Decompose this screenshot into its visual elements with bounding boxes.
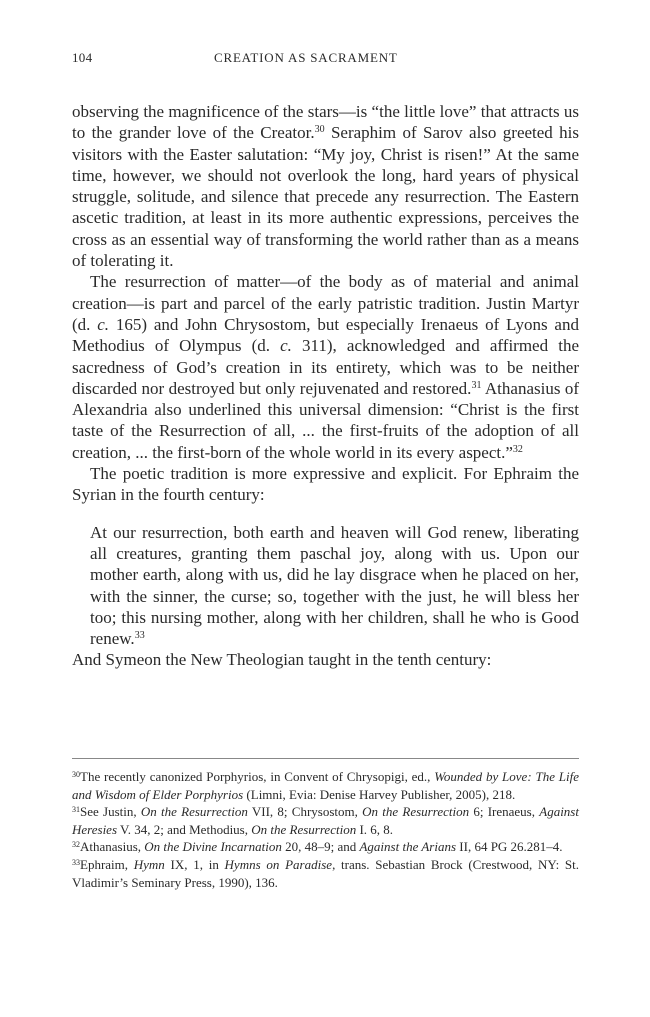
- footnote-text: The recently canonized Porphyrios, in Convent of Chrysopigi, ed.,: [80, 769, 435, 784]
- footnote-title: Against Heresies: [72, 804, 579, 837]
- footnote-ref-33[interactable]: 33: [134, 630, 145, 642]
- footnote-text: (Limni, Evia: Denise Harvey Publisher, 2005), 218.: [243, 786, 516, 802]
- paragraph-2-text-c: 311), acknowledged and affirmed the sacredness of God’s creation in its entirety, which was to be neither discarded nor destroyed but only rejuvenated and restored.: [72, 336, 579, 398]
- paragraph-1-text-b: Seraphim of Sarov also greeted his visitors with the Easter salutation: “My joy, Christ is risen!” At the same time, however, we should not overlook the long, hard years of physical struggle, solitude, and silence that precede any resurrection. The Eastern ascetic tradition, at least in its more authentic expressions, perceives the cross as an essential way of transforming the world rather than as a means of tolerating it.: [72, 123, 580, 271]
- running-title: CREATION AS SACRAMENT: [214, 50, 398, 65]
- footnote-text: 6; Irenaeus,: [469, 804, 540, 820]
- footnote-title: On the Resurrection: [251, 821, 357, 837]
- footnote-31: [72, 803, 579, 838]
- footnote-number: 30: [72, 770, 80, 779]
- footnote-number: 31: [72, 805, 80, 815]
- footnote-text: VII, 8; Chrysostom,: [247, 804, 363, 820]
- footnote-ref-32[interactable]: 32: [512, 443, 523, 455]
- footnote-33: [72, 856, 579, 891]
- footnote-text: See Justin,: [80, 804, 141, 820]
- footnote-text: IX, 1, in: [164, 856, 225, 872]
- footnote-title: On the Resurrection: [362, 804, 470, 820]
- circa-abbrev: c.: [280, 336, 292, 356]
- footnote-text: Athanasius,: [80, 839, 145, 855]
- paragraph-2-text-b: 165) and John Chrysostom, but especially Irenaeus of Lyons and Methodius of Olympus (d.: [72, 314, 579, 356]
- page-number: 104: [72, 50, 93, 65]
- footnote-number: 32: [72, 840, 80, 850]
- paragraph-4: And Symeon the New Theologian taught in the tenth century:: [72, 650, 492, 670]
- block-quote: [90, 522, 579, 650]
- footnote-text: V. 34, 2; and Methodius,: [117, 821, 252, 837]
- paragraph-2-text-d: Athanasius of Alexandria also underlined this universal dimension: “Christ is the first taste of the Resurrection of all, ... the first-fruits of the adoption of all creation, ... the first-born of the whole world in its every aspect.”: [72, 378, 579, 462]
- circa-abbrev: c.: [97, 314, 110, 334]
- paragraph-3: The poetic tradition is more expressive and explicit. For Ephraim the Syrian in the fourth century:: [72, 464, 579, 505]
- footnote-text: , trans. Sebastian Brock (Crestwood, NY: St. Vladimir’s Seminary Press, 1990), 136.: [72, 856, 579, 890]
- footnote-30: [72, 768, 579, 803]
- block-quote-body: At our resurrection, both earth and heaven will God renew, liberating all creatures, granting them paschal joy, along with us. Upon our mother earth, along with us, did he lay disgrace when he placed on her, with the sinner, the curse; so, together with the just, he will bless her too; this nursing mother, along with her children, shall he who is Good renew.: [90, 522, 579, 649]
- footnote-text: 20, 48–9; and: [281, 839, 360, 855]
- paragraph-1: [72, 101, 579, 271]
- footnote-text: II, 64 PG 26.281–4.: [456, 839, 563, 855]
- running-header: [72, 50, 579, 70]
- footnote-title: Hymns on Paradise: [224, 856, 333, 872]
- footnote-ref-31[interactable]: 31: [471, 379, 482, 391]
- footnote-title: On the Divine Incarnation: [144, 839, 282, 855]
- footnote-32: [72, 838, 579, 856]
- footnote-title: On the Resurrection: [140, 804, 248, 820]
- footnote-number: 33: [72, 857, 80, 867]
- footnote-divider: [72, 758, 579, 759]
- body-text: [72, 101, 579, 671]
- footnotes: [72, 768, 579, 891]
- footnote-title: Against the Arians: [359, 839, 457, 855]
- footnote-ref-30[interactable]: 30: [314, 124, 325, 136]
- block-quote-text: [90, 522, 579, 650]
- footnote-text: I. 6, 8.: [356, 821, 394, 837]
- footnote-title: Hymn: [133, 856, 165, 872]
- paragraph-2-text-a: The resurrection of matter—of the body as of material and animal creation—is part and parcel of the early patristic tradition. Justin Martyr (d.: [72, 272, 579, 334]
- paragraph-2: [72, 271, 579, 463]
- paragraph-1-text-a: observing the magnificence of the stars—is “the little love” that attracts us to the grander love of the Creator.: [72, 102, 579, 143]
- footnote-text: Ephraim,: [80, 856, 134, 872]
- footnote-title: Wounded by Love: The Life and Wisdom of Elder Porphyrios: [72, 769, 580, 802]
